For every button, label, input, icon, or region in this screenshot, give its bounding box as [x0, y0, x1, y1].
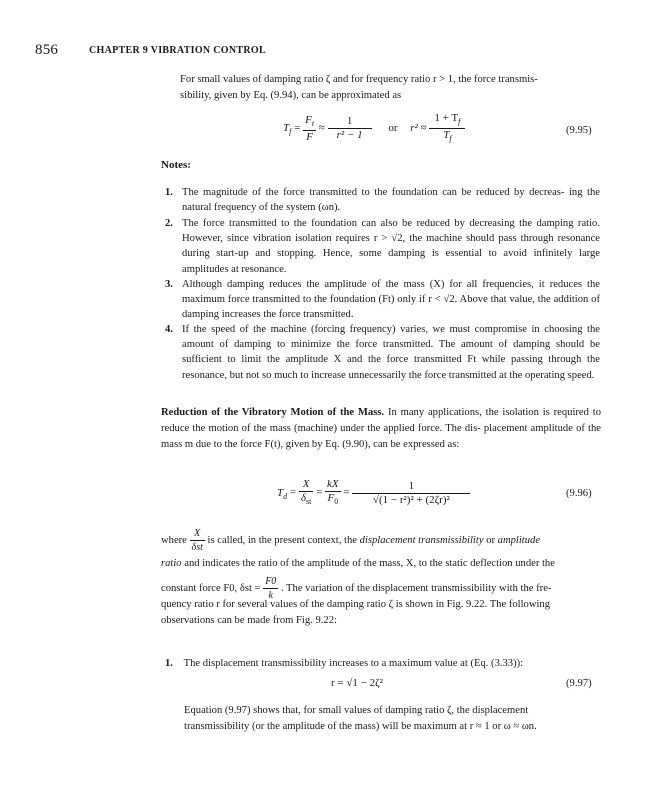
- intro-line-1: For small values of damping ratio ζ and for frequency ratio r > 1, the force transmis-: [180, 74, 538, 85]
- eq996-equals-2: =: [316, 486, 323, 499]
- eq996-equals-1: =: [289, 486, 297, 499]
- note-number: 2.: [165, 218, 173, 229]
- note-item-3: [165, 277, 600, 323]
- equation-9-95: [283, 112, 465, 145]
- note-number: 3.: [165, 279, 173, 290]
- eq996-fraction-2: $\frac{kX}{F_0}$: [327, 478, 339, 507]
- where-line-2: ratio and indicates the ratio of the amplitude of the mass, X, to the static deflection under the: [161, 558, 555, 569]
- note-text: If the speed of the machine (forcing frequency) varies, we must compromise in choosing the amount of damping to minimize the force transmitted. The amount of damping should be sufficient to limit the amplitude X and the force transmitted Ft while passing through the resonance, but not so much to increase unnecessarily the force transmitted at the operating speed.: [182, 324, 600, 381]
- eq996-lhs: $T_d$: [277, 486, 288, 501]
- note-text: The magnitude of the force transmitted to the foundation can be reduced by decreas- ing the natural frequency of the system (ωn).: [182, 187, 600, 214]
- intro-paragraph: [180, 72, 600, 104]
- eq995-r-squared: r²: [410, 122, 418, 135]
- observation-text: The displacement transmissibility increases to a maximum value at (Eq. (3.33)):: [183, 658, 524, 669]
- eq995-approx-1: ≈: [318, 122, 325, 135]
- eq995-lhs: $T_f$: [283, 122, 292, 137]
- note-item-2: [165, 216, 600, 277]
- note-item-1: [165, 185, 600, 215]
- eq996-fraction-3: $\frac{1}{\text{√(1 − r²)² + (2ζr)²}}$: [352, 480, 470, 507]
- where-line-1: where $\frac{X}{\text{δst}}$ is called, in the present context, the displacement transmissibility or amplitude: [161, 528, 541, 553]
- final-line-1: Equation (9.97) shows that, for small values of damping ratio ζ, the displacement: [184, 705, 529, 716]
- intro-line-2: sibility, given by Eq. (9.94), can be approximated as: [180, 90, 402, 101]
- note-number: 1.: [165, 187, 173, 198]
- eq995-equals: =: [294, 122, 301, 135]
- equation-9-97: r = √1 − 2ζ²: [331, 677, 383, 689]
- note-text: Although damping reduces the amplitude of the mass (X) for all frequencies, it reduces the maximum force transmitted to the foundation (Ft) only if r < √2. Above that value, the addition of damping increases the force transmitted.: [182, 279, 600, 321]
- observation-item-1: [165, 656, 600, 672]
- eq995-fraction-2: $\frac{1}{\text{r² − 1}}$: [328, 115, 372, 142]
- note-number: 4.: [165, 324, 173, 335]
- note-text: The force transmitted to the foundation can also be reduced by decreasing the damping ratio. However, since vibration isolation requires r > √2, the machine should pass through resonance during start-up and stopping. Hence, some damping is essential to avoid infinitely large amplitudes at resonance.: [182, 218, 600, 275]
- equation-number-9-95: (9.95): [566, 125, 592, 136]
- eq995-fraction-1: $\frac{F_t}{F}$: [305, 113, 315, 143]
- section-heading: Reduction of the Vibratory Motion of the Mass.: [161, 407, 385, 418]
- observation-number: 1.: [165, 658, 173, 669]
- notes-title: Notes:: [161, 159, 191, 171]
- eq996-equals-3: =: [343, 486, 350, 499]
- final-line-2: transmissibility (or the amplitude of the mass) will be maximum at r ≈ 1 or ω ≈ ωn.: [184, 721, 537, 732]
- where-fraction: $\frac{X}{\text{δst}}$: [191, 528, 203, 553]
- section-paragraph: [161, 405, 601, 453]
- chapter-title: CHAPTER 9 VIBRATION CONTROL: [89, 45, 266, 56]
- equation-9-96: [277, 478, 470, 508]
- where-line-5: observations can be made from Fig. 9.22:: [161, 615, 337, 626]
- static-deflection-fraction: $\frac{F0}{k}$: [265, 576, 277, 601]
- where-line-3: constant force F0, δst = $\frac{F0}{k}$ . The variation of the displacement transmissibility with the fre-: [161, 576, 552, 601]
- eq996-fraction-1: $\frac{X}{\delta_{st}}$: [300, 478, 312, 507]
- equation-number-9-97: (9.97): [566, 678, 592, 689]
- page-number: 856: [35, 42, 59, 58]
- final-paragraph: [184, 703, 600, 735]
- where-line-4: quency ratio r for several values of the damping ratio ζ is shown in Fig. 9.22. The following: [161, 599, 551, 610]
- equation-number-9-96: (9.96): [566, 488, 592, 499]
- note-item-4: [165, 322, 600, 383]
- eq995-fraction-3: $\frac{1 + T_f}{T_f}$: [429, 112, 465, 145]
- eq995-or: or: [388, 122, 398, 135]
- eq995-approx-2: ≈: [420, 122, 427, 135]
- section-text: In many applications, the isolation is required to reduce the motion of the mass (machine) under the applied force. The dis- placement amplitude of the mass m due to the force F(t), given by Eq. (9.90), can be expressed as:: [161, 407, 601, 450]
